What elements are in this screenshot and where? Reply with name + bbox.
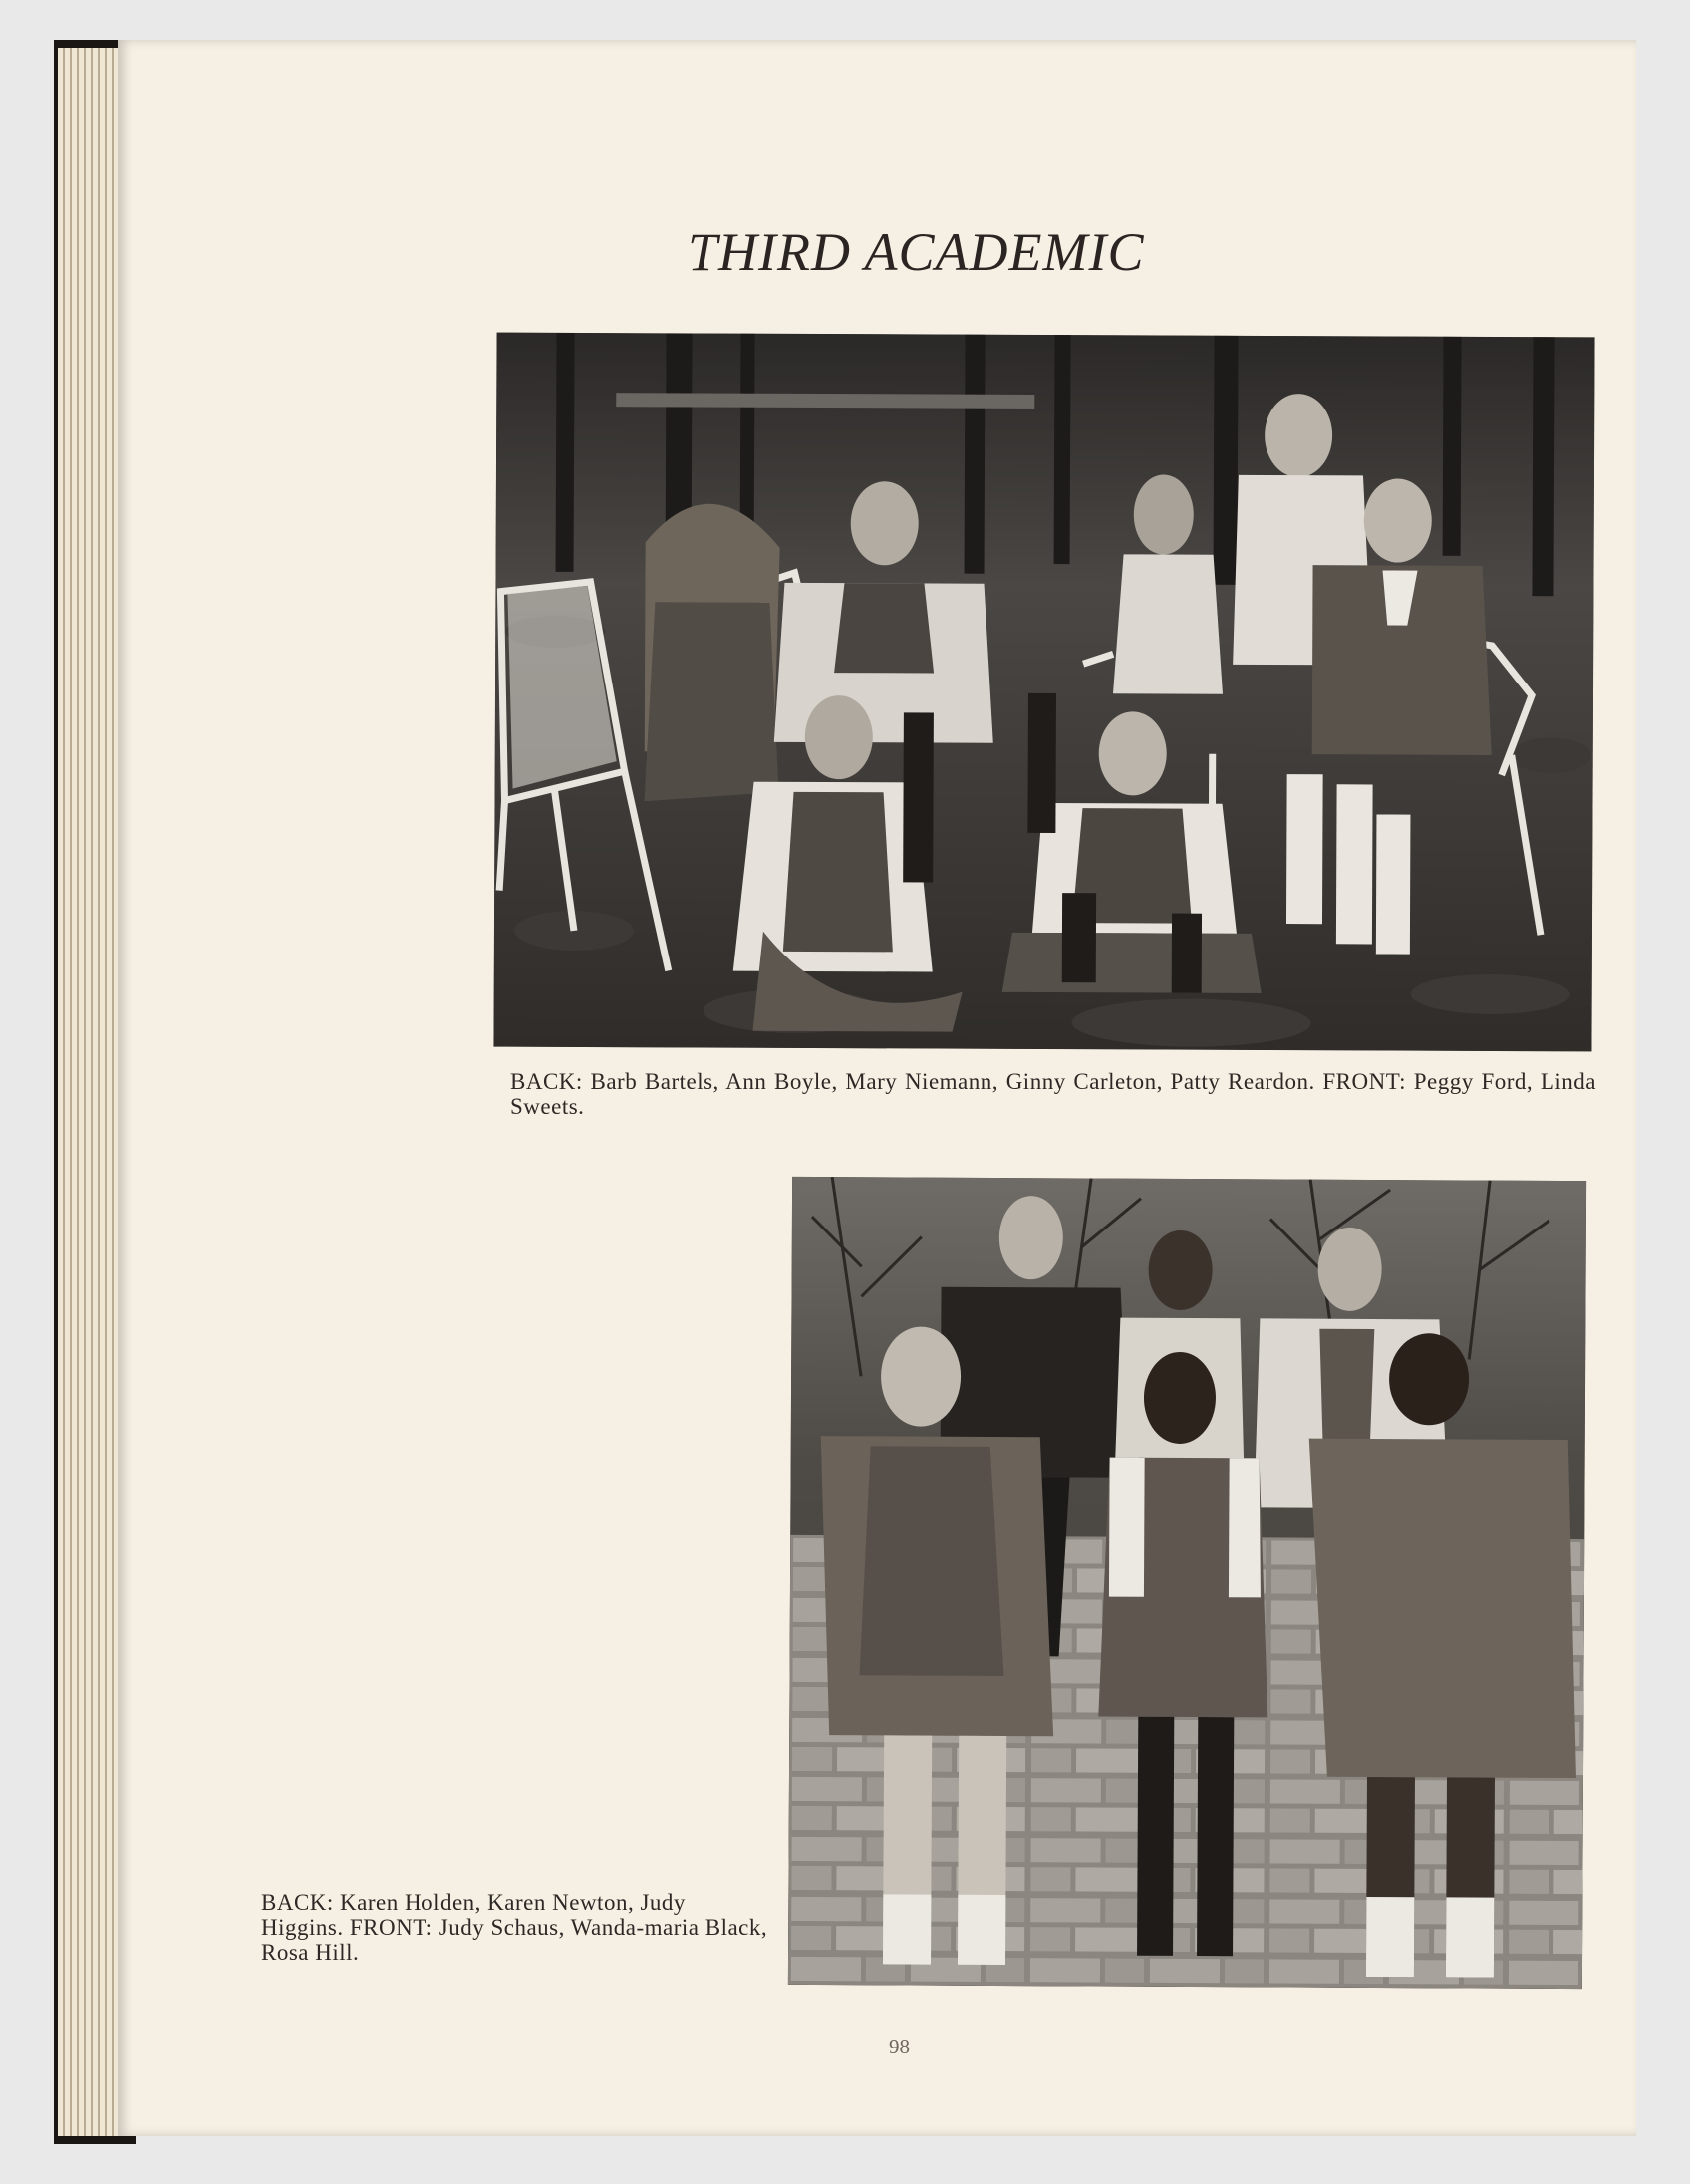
page-title: THIRD ACADEMIC — [688, 222, 1145, 282]
page-number: 98 — [889, 2035, 910, 2058]
photo-1-caption: BACK: Barb Bartels, Ann Boyle, Mary Niemann, Ginny Carleton, Patty Reardon. FRONT: Peggy Ford, Linda Sweets. — [510, 1069, 1596, 1119]
page-edges — [58, 48, 118, 2136]
group-photo-1 — [493, 333, 1594, 1052]
group-photo-2 — [788, 1177, 1586, 1989]
photo-2-caption: BACK: Karen Holden, Karen Newton, Judy Higgins. FRONT: Judy Schaus, Wanda-maria Black, Rosa Hill. — [261, 1890, 768, 1965]
